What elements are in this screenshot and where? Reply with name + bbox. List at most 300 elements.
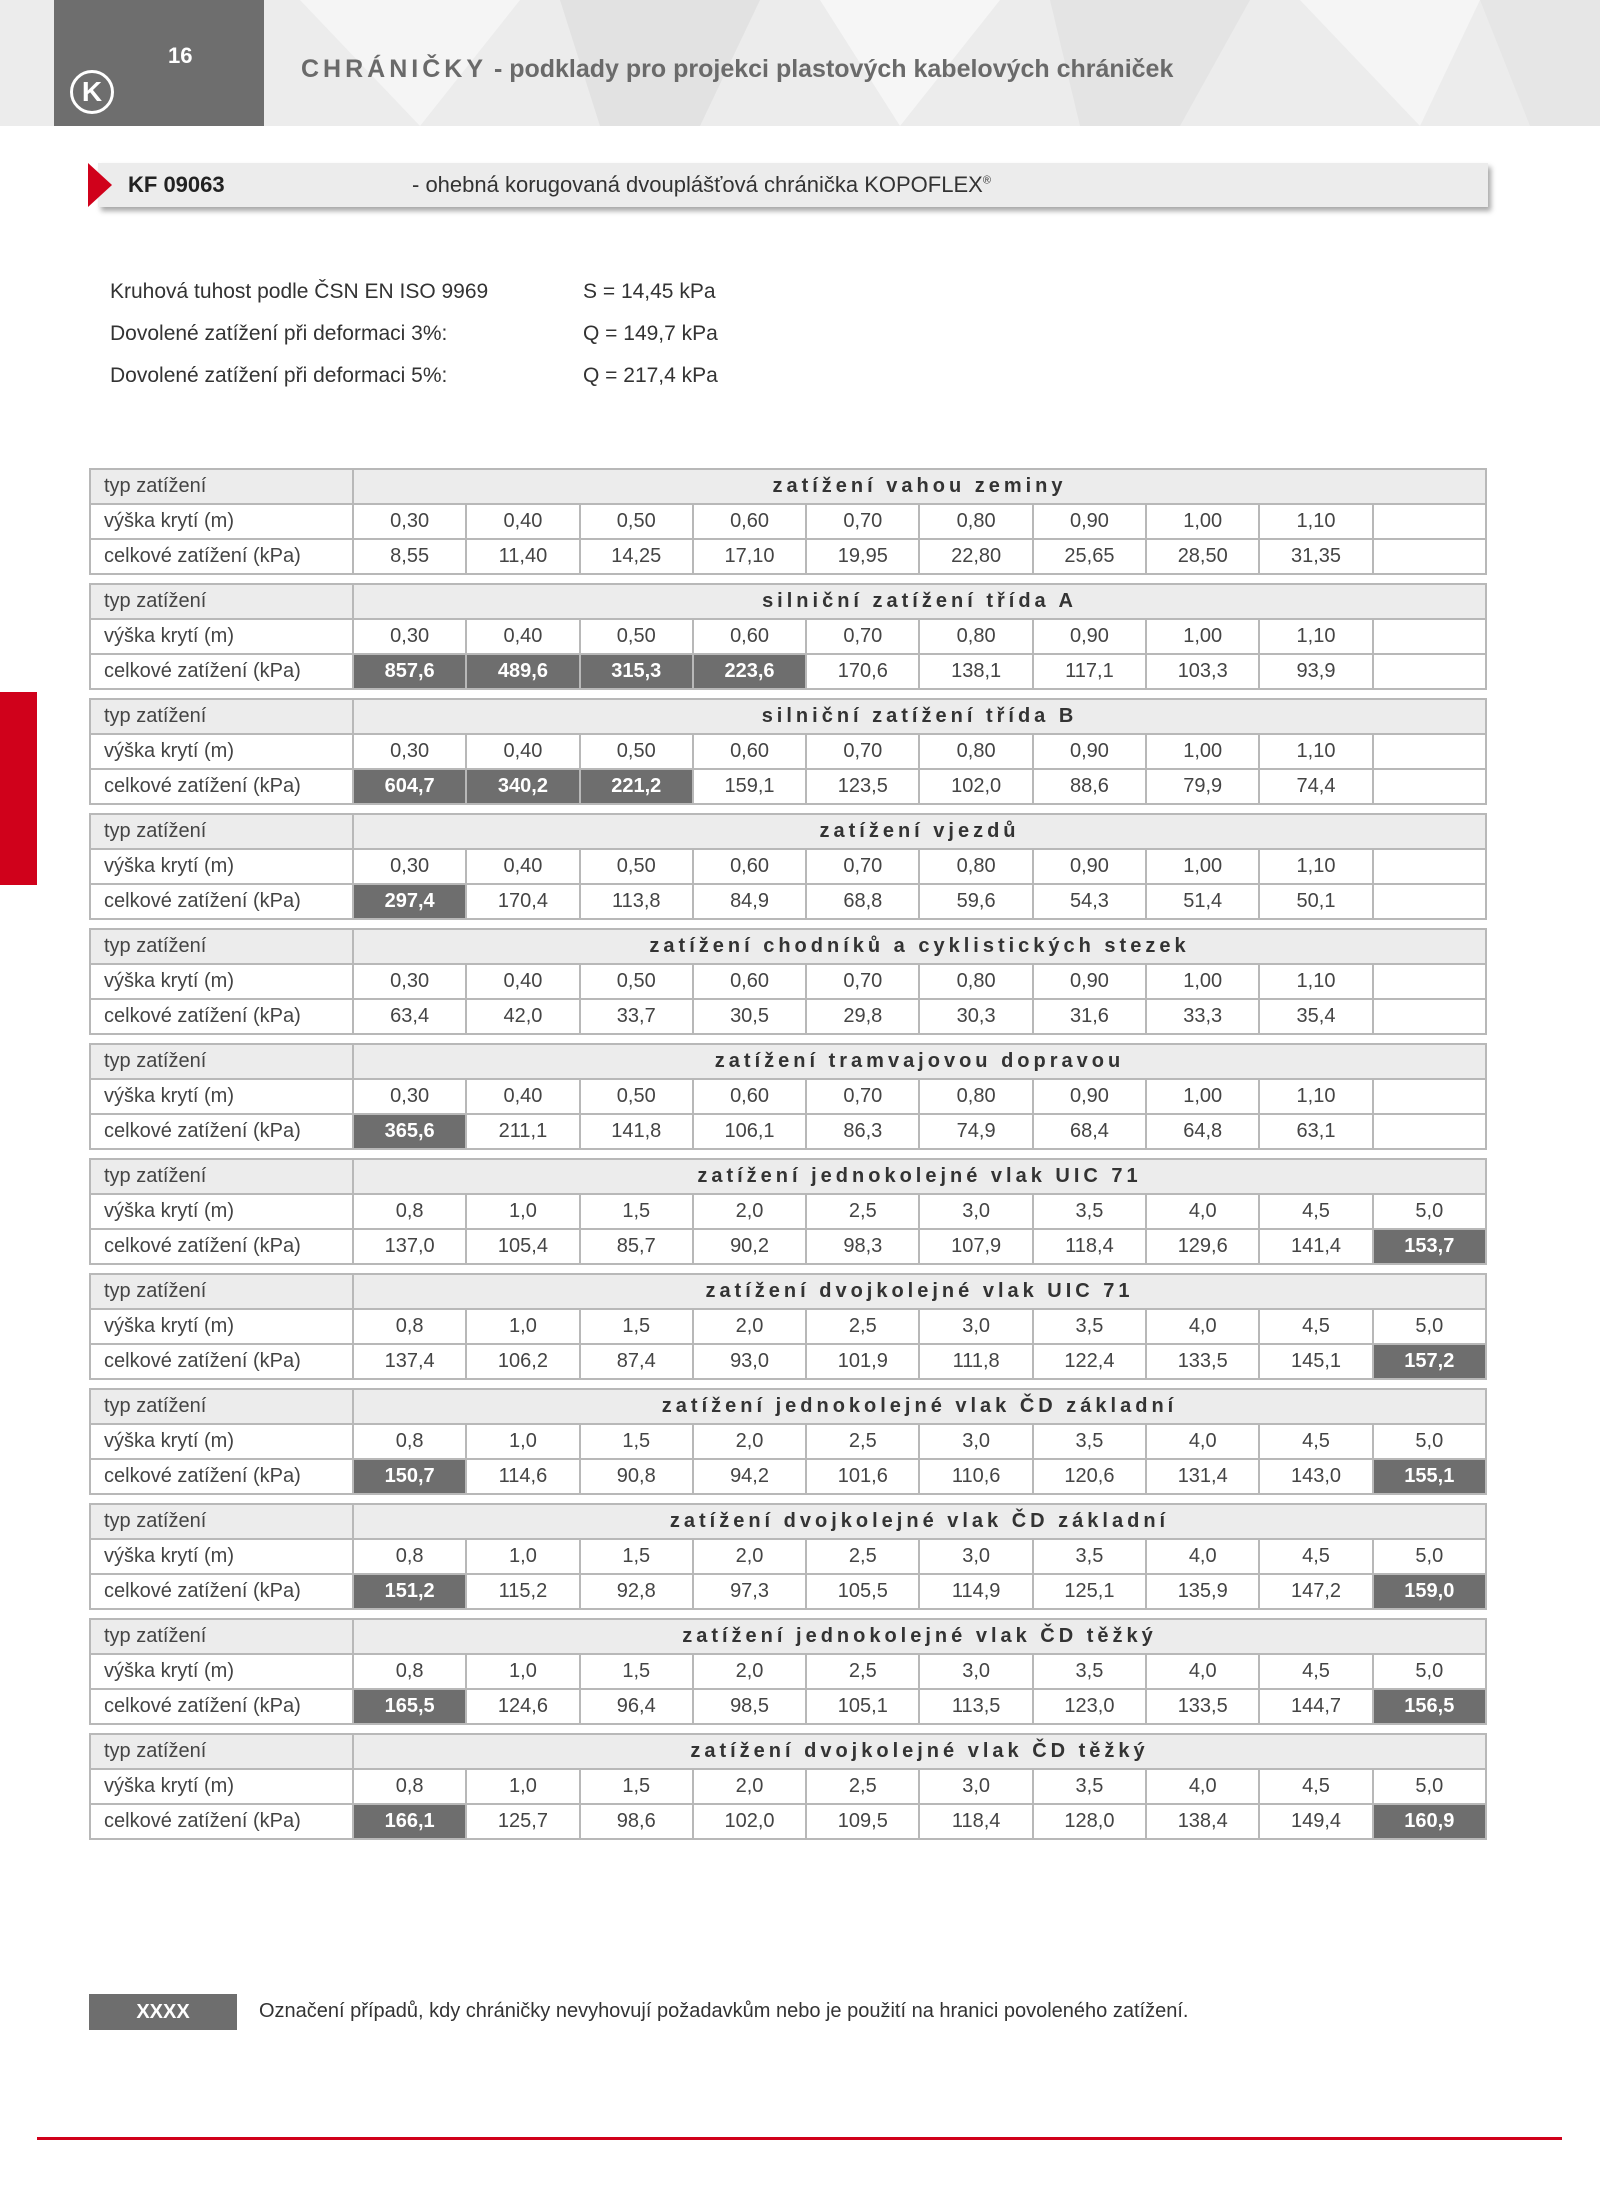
section-title: zatížení chodníků a cyklistických stezek [353, 929, 1486, 964]
load-cell: 54,3 [1033, 884, 1146, 919]
load-cell: 113,8 [580, 884, 693, 919]
height-cell: 0,30 [353, 1079, 466, 1114]
load-cell: 125,7 [466, 1804, 579, 1839]
section-spacer [90, 1034, 1486, 1044]
height-cell: 0,80 [919, 1079, 1032, 1114]
section-header-row [90, 584, 1486, 619]
row-label-type: typ zatížení [90, 1389, 353, 1424]
height-cell [1373, 1079, 1486, 1114]
height-cell: 0,40 [466, 734, 579, 769]
load-cell: 118,4 [1033, 1229, 1146, 1264]
load-cell: 143,0 [1259, 1459, 1372, 1494]
section-header-row [90, 929, 1486, 964]
height-cell: 0,8 [353, 1654, 466, 1689]
load-cell: 137,4 [353, 1344, 466, 1379]
company-logo-icon: K [70, 70, 114, 114]
height-cell: 2,0 [693, 1309, 806, 1344]
load-row [90, 1689, 1486, 1724]
height-row [90, 619, 1486, 654]
load-cell: 147,2 [1259, 1574, 1372, 1609]
property-label: Kruhová tuhost podle ČSN EN ISO 9969 [110, 280, 489, 303]
height-cell [1373, 734, 1486, 769]
height-cell: 0,40 [466, 849, 579, 884]
height-cell: 0,8 [353, 1539, 466, 1574]
load-cell: 68,8 [806, 884, 919, 919]
section-title: zatížení jednokolejné vlak ČD základní [353, 1389, 1486, 1424]
height-row [90, 1309, 1486, 1344]
load-cell: 102,0 [693, 1804, 806, 1839]
height-cell: 3,0 [919, 1309, 1032, 1344]
load-cell [1373, 769, 1486, 804]
height-cell: 0,90 [1033, 849, 1146, 884]
height-cell: 1,5 [580, 1539, 693, 1574]
load-cell: 85,7 [580, 1229, 693, 1264]
load-row [90, 539, 1486, 574]
height-cell: 2,5 [806, 1769, 919, 1804]
side-accent-bar [0, 692, 37, 885]
load-cell: 87,4 [580, 1344, 693, 1379]
load-cell: 141,8 [580, 1114, 693, 1149]
load-cell: 138,1 [919, 654, 1032, 689]
row-label-type: typ zatížení [90, 1619, 353, 1654]
row-label-type: typ zatížení [90, 1504, 353, 1539]
load-cell: 30,5 [693, 999, 806, 1034]
load-cell: 604,7 [353, 769, 466, 804]
height-cell: 0,60 [693, 1079, 806, 1114]
product-properties [110, 280, 810, 406]
load-cell: 28,50 [1146, 539, 1259, 574]
load-table [89, 468, 1487, 1840]
height-cell: 1,10 [1259, 964, 1372, 999]
height-cell: 1,10 [1259, 1079, 1372, 1114]
load-cell: 135,9 [1146, 1574, 1259, 1609]
section-spacer [90, 919, 1486, 929]
height-cell: 0,60 [693, 619, 806, 654]
load-cell: 170,6 [806, 654, 919, 689]
property-row [110, 322, 810, 364]
height-cell: 0,40 [466, 619, 579, 654]
height-cell: 4,0 [1146, 1539, 1259, 1574]
height-cell: 4,0 [1146, 1194, 1259, 1229]
height-cell: 0,8 [353, 1424, 466, 1459]
height-cell: 1,5 [580, 1309, 693, 1344]
row-label-load: celkové zatížení (kPa) [90, 654, 353, 689]
height-cell: 0,40 [466, 964, 579, 999]
height-cell [1373, 849, 1486, 884]
row-label-type: typ zatížení [90, 814, 353, 849]
height-cell: 3,5 [1033, 1424, 1146, 1459]
load-cell: 105,1 [806, 1689, 919, 1724]
height-cell: 3,5 [1033, 1194, 1146, 1229]
load-row [90, 769, 1486, 804]
footer-divider [37, 2137, 1562, 2140]
load-cell: 105,4 [466, 1229, 579, 1264]
height-row [90, 849, 1486, 884]
height-cell: 3,0 [919, 1424, 1032, 1459]
load-row [90, 999, 1486, 1034]
row-label-type: typ zatížení [90, 1159, 353, 1194]
load-cell: 114,6 [466, 1459, 579, 1494]
height-cell [1373, 619, 1486, 654]
load-row [90, 1459, 1486, 1494]
property-label: Dovolené zatížení při deformaci 3%: [110, 322, 448, 345]
load-cell [1373, 654, 1486, 689]
row-label-load: celkové zatížení (kPa) [90, 1114, 353, 1149]
property-value: Q = 217,4 kPa [583, 364, 718, 387]
height-cell [1373, 504, 1486, 539]
load-cell: 103,3 [1146, 654, 1259, 689]
load-cell: 96,4 [580, 1689, 693, 1724]
load-cell: 297,4 [353, 884, 466, 919]
section-header-row [90, 814, 1486, 849]
load-cell: 365,6 [353, 1114, 466, 1149]
section-header-row [90, 1389, 1486, 1424]
height-cell: 0,80 [919, 964, 1032, 999]
height-cell: 4,0 [1146, 1654, 1259, 1689]
height-cell: 0,50 [580, 964, 693, 999]
section-header-row [90, 1619, 1486, 1654]
load-cell: 84,9 [693, 884, 806, 919]
load-cell: 90,2 [693, 1229, 806, 1264]
height-cell: 3,0 [919, 1654, 1032, 1689]
row-label-height: výška krytí (m) [90, 1194, 353, 1229]
load-cell: 221,2 [580, 769, 693, 804]
product-description-text: - ohebná korugovaná dvouplášťová chránička KOPOFLEX [412, 172, 983, 197]
height-cell: 0,60 [693, 734, 806, 769]
load-cell: 14,25 [580, 539, 693, 574]
load-cell: 25,65 [1033, 539, 1146, 574]
section-title: zatížení jednokolejné vlak ČD těžký [353, 1619, 1486, 1654]
load-cell: 155,1 [1373, 1459, 1486, 1494]
height-cell: 1,5 [580, 1424, 693, 1459]
load-cell [1373, 1114, 1486, 1149]
load-cell: 111,8 [919, 1344, 1032, 1379]
load-cell: 123,0 [1033, 1689, 1146, 1724]
height-row [90, 1194, 1486, 1229]
height-cell: 0,30 [353, 504, 466, 539]
height-cell: 5,0 [1373, 1424, 1486, 1459]
section-spacer [90, 1379, 1486, 1389]
row-label-load: celkové zatížení (kPa) [90, 1229, 353, 1264]
load-cell: 101,9 [806, 1344, 919, 1379]
load-cell: 74,9 [919, 1114, 1032, 1149]
height-cell: 0,8 [353, 1309, 466, 1344]
height-cell: 1,10 [1259, 734, 1372, 769]
row-label-height: výška krytí (m) [90, 1539, 353, 1574]
section-header-row [90, 1274, 1486, 1309]
load-cell: 118,4 [919, 1804, 1032, 1839]
load-cell: 123,5 [806, 769, 919, 804]
page-number: 16 [168, 43, 193, 68]
section-title: zatížení vjezdů [353, 814, 1486, 849]
section-spacer [90, 1609, 1486, 1619]
load-cell: 88,6 [1033, 769, 1146, 804]
height-cell: 2,5 [806, 1539, 919, 1574]
header-title-main: CHRÁNIČKY [301, 55, 487, 83]
height-cell: 5,0 [1373, 1539, 1486, 1574]
height-cell: 0,90 [1033, 734, 1146, 769]
page-header-title [301, 55, 1173, 84]
height-row [90, 964, 1486, 999]
load-cell: 159,0 [1373, 1574, 1486, 1609]
load-cell: 50,1 [1259, 884, 1372, 919]
height-cell: 0,50 [580, 504, 693, 539]
row-label-load: celkové zatížení (kPa) [90, 1574, 353, 1609]
row-label-type: typ zatížení [90, 699, 353, 734]
load-row [90, 1114, 1486, 1149]
height-cell: 0,50 [580, 734, 693, 769]
section-header-row [90, 469, 1486, 504]
load-cell: 160,9 [1373, 1804, 1486, 1839]
height-cell: 0,50 [580, 849, 693, 884]
product-code: KF 09063 [128, 172, 225, 197]
load-cell: 63,1 [1259, 1114, 1372, 1149]
height-cell: 1,0 [466, 1769, 579, 1804]
height-row [90, 1424, 1486, 1459]
load-cell: 117,1 [1033, 654, 1146, 689]
height-cell: 3,0 [919, 1539, 1032, 1574]
header-title-sub: - podklady pro projekci plastových kabelových chrániček [487, 55, 1174, 83]
load-cell: 109,5 [806, 1804, 919, 1839]
row-label-height: výška krytí (m) [90, 619, 353, 654]
row-label-height: výška krytí (m) [90, 1309, 353, 1344]
height-cell: 2,0 [693, 1654, 806, 1689]
load-cell: 90,8 [580, 1459, 693, 1494]
load-cell: 122,4 [1033, 1344, 1146, 1379]
height-cell: 0,8 [353, 1769, 466, 1804]
height-cell: 1,0 [466, 1194, 579, 1229]
height-cell: 0,90 [1033, 964, 1146, 999]
height-cell: 0,30 [353, 619, 466, 654]
row-label-height: výška krytí (m) [90, 1769, 353, 1804]
height-cell: 4,0 [1146, 1769, 1259, 1804]
load-cell: 315,3 [580, 654, 693, 689]
load-cell: 223,6 [693, 654, 806, 689]
load-row [90, 884, 1486, 919]
row-label-load: celkové zatížení (kPa) [90, 999, 353, 1034]
load-cell: 97,3 [693, 1574, 806, 1609]
height-cell: 0,50 [580, 619, 693, 654]
row-label-height: výška krytí (m) [90, 1424, 353, 1459]
height-cell: 0,70 [806, 734, 919, 769]
height-cell: 2,5 [806, 1194, 919, 1229]
load-cell: 63,4 [353, 999, 466, 1034]
row-label-height: výška krytí (m) [90, 964, 353, 999]
height-cell: 0,60 [693, 849, 806, 884]
load-cell: 129,6 [1146, 1229, 1259, 1264]
height-cell: 0,70 [806, 504, 919, 539]
height-cell: 1,0 [466, 1309, 579, 1344]
load-cell: 107,9 [919, 1229, 1032, 1264]
load-cell: 113,5 [919, 1689, 1032, 1724]
height-cell: 4,0 [1146, 1309, 1259, 1344]
height-cell: 5,0 [1373, 1654, 1486, 1689]
load-cell: 141,4 [1259, 1229, 1372, 1264]
height-row [90, 1539, 1486, 1574]
load-cell: 31,6 [1033, 999, 1146, 1034]
load-cell: 79,9 [1146, 769, 1259, 804]
section-spacer [90, 1149, 1486, 1159]
height-cell: 3,5 [1033, 1654, 1146, 1689]
load-cell: 137,0 [353, 1229, 466, 1264]
section-spacer [90, 689, 1486, 699]
height-cell: 0,60 [693, 964, 806, 999]
load-cell: 157,2 [1373, 1344, 1486, 1379]
section-header-row [90, 1044, 1486, 1079]
registered-mark: ® [982, 174, 991, 187]
section-spacer [90, 1494, 1486, 1504]
row-label-type: typ zatížení [90, 469, 353, 504]
load-cell: 98,3 [806, 1229, 919, 1264]
height-cell: 0,80 [919, 504, 1032, 539]
load-cell: 93,0 [693, 1344, 806, 1379]
height-cell: 0,80 [919, 734, 1032, 769]
height-cell: 4,5 [1259, 1194, 1372, 1229]
load-cell: 145,1 [1259, 1344, 1372, 1379]
height-cell: 1,10 [1259, 504, 1372, 539]
height-cell: 0,80 [919, 619, 1032, 654]
height-cell: 4,0 [1146, 1424, 1259, 1459]
load-cell: 94,2 [693, 1459, 806, 1494]
load-cell: 106,2 [466, 1344, 579, 1379]
height-cell: 0,40 [466, 504, 579, 539]
section-title: zatížení vahou zeminy [353, 469, 1486, 504]
height-row [90, 1769, 1486, 1804]
arrow-icon [88, 163, 112, 207]
height-row [90, 1079, 1486, 1114]
row-label-type: typ zatížení [90, 584, 353, 619]
load-cell: 340,2 [466, 769, 579, 804]
height-cell: 3,5 [1033, 1769, 1146, 1804]
height-cell: 0,60 [693, 504, 806, 539]
load-cell: 133,5 [1146, 1344, 1259, 1379]
load-cell: 22,80 [919, 539, 1032, 574]
load-cell: 131,4 [1146, 1459, 1259, 1494]
load-cell: 150,7 [353, 1459, 466, 1494]
property-label: Dovolené zatížení při deformaci 5%: [110, 364, 448, 387]
row-label-type: typ zatížení [90, 1274, 353, 1309]
height-cell: 1,0 [466, 1539, 579, 1574]
load-cell: 120,6 [1033, 1459, 1146, 1494]
height-cell: 0,30 [353, 849, 466, 884]
height-cell: 1,00 [1146, 1079, 1259, 1114]
load-row [90, 654, 1486, 689]
load-cell: 98,5 [693, 1689, 806, 1724]
load-cell: 42,0 [466, 999, 579, 1034]
row-label-height: výška krytí (m) [90, 1654, 353, 1689]
height-cell: 1,0 [466, 1654, 579, 1689]
load-cell: 102,0 [919, 769, 1032, 804]
height-cell: 1,5 [580, 1769, 693, 1804]
load-cell: 156,5 [1373, 1689, 1486, 1724]
height-cell: 4,5 [1259, 1424, 1372, 1459]
load-row [90, 1229, 1486, 1264]
height-cell: 5,0 [1373, 1194, 1486, 1229]
product-description [412, 172, 991, 198]
load-cell: 159,1 [693, 769, 806, 804]
load-cell: 68,4 [1033, 1114, 1146, 1149]
height-cell: 0,70 [806, 619, 919, 654]
height-cell: 3,5 [1033, 1539, 1146, 1574]
height-cell: 1,00 [1146, 619, 1259, 654]
load-cell: 17,10 [693, 539, 806, 574]
row-label-load: celkové zatížení (kPa) [90, 539, 353, 574]
height-cell: 1,5 [580, 1194, 693, 1229]
load-cell: 33,7 [580, 999, 693, 1034]
height-cell: 3,0 [919, 1769, 1032, 1804]
height-cell: 0,8 [353, 1194, 466, 1229]
height-cell: 4,5 [1259, 1539, 1372, 1574]
load-cell: 106,1 [693, 1114, 806, 1149]
height-cell: 0,70 [806, 1079, 919, 1114]
height-cell: 3,0 [919, 1194, 1032, 1229]
load-cell: 64,8 [1146, 1114, 1259, 1149]
load-row [90, 1804, 1486, 1839]
load-cell: 153,7 [1373, 1229, 1486, 1264]
height-cell: 0,80 [919, 849, 1032, 884]
load-cell [1373, 884, 1486, 919]
load-cell: 115,2 [466, 1574, 579, 1609]
load-cell: 128,0 [1033, 1804, 1146, 1839]
row-label-type: typ zatížení [90, 929, 353, 964]
height-cell: 0,70 [806, 849, 919, 884]
load-cell: 92,8 [580, 1574, 693, 1609]
section-title: silniční zatížení třída A [353, 584, 1486, 619]
load-cell: 59,6 [919, 884, 1032, 919]
load-cell: 31,35 [1259, 539, 1372, 574]
load-cell: 30,3 [919, 999, 1032, 1034]
load-cell: 125,1 [1033, 1574, 1146, 1609]
height-cell: 3,5 [1033, 1309, 1146, 1344]
legend-text: Označení případů, kdy chráničky nevyhovují požadavkům nebo je použití na hranici povoleného zatížení. [259, 2000, 1189, 2022]
load-cell: 110,6 [919, 1459, 1032, 1494]
row-label-height: výška krytí (m) [90, 1079, 353, 1114]
row-label-height: výška krytí (m) [90, 504, 353, 539]
load-cell: 51,4 [1146, 884, 1259, 919]
load-cell: 138,4 [1146, 1804, 1259, 1839]
load-row [90, 1574, 1486, 1609]
load-cell: 211,1 [466, 1114, 579, 1149]
section-title: silniční zatížení třída B [353, 699, 1486, 734]
height-cell: 5,0 [1373, 1769, 1486, 1804]
height-row [90, 504, 1486, 539]
load-cell: 33,3 [1146, 999, 1259, 1034]
height-cell: 2,5 [806, 1424, 919, 1459]
height-cell: 0,50 [580, 1079, 693, 1114]
height-cell: 1,0 [466, 1424, 579, 1459]
load-cell: 105,5 [806, 1574, 919, 1609]
load-cell: 857,6 [353, 654, 466, 689]
height-cell: 1,5 [580, 1654, 693, 1689]
height-cell: 2,0 [693, 1769, 806, 1804]
load-cell: 86,3 [806, 1114, 919, 1149]
height-cell: 0,70 [806, 964, 919, 999]
row-label-load: celkové zatížení (kPa) [90, 1689, 353, 1724]
section-spacer [90, 1264, 1486, 1274]
row-label-type: typ zatížení [90, 1734, 353, 1769]
height-cell: 1,10 [1259, 849, 1372, 884]
load-cell: 35,4 [1259, 999, 1372, 1034]
height-cell: 1,00 [1146, 849, 1259, 884]
height-cell: 4,5 [1259, 1654, 1372, 1689]
height-cell: 5,0 [1373, 1309, 1486, 1344]
row-label-load: celkové zatížení (kPa) [90, 1804, 353, 1839]
load-cell: 170,4 [466, 884, 579, 919]
legend-sample: XXXX [89, 1994, 237, 2030]
height-cell: 0,40 [466, 1079, 579, 1114]
section-title: zatížení dvojkolejné vlak UIC 71 [353, 1274, 1486, 1309]
load-cell: 98,6 [580, 1804, 693, 1839]
